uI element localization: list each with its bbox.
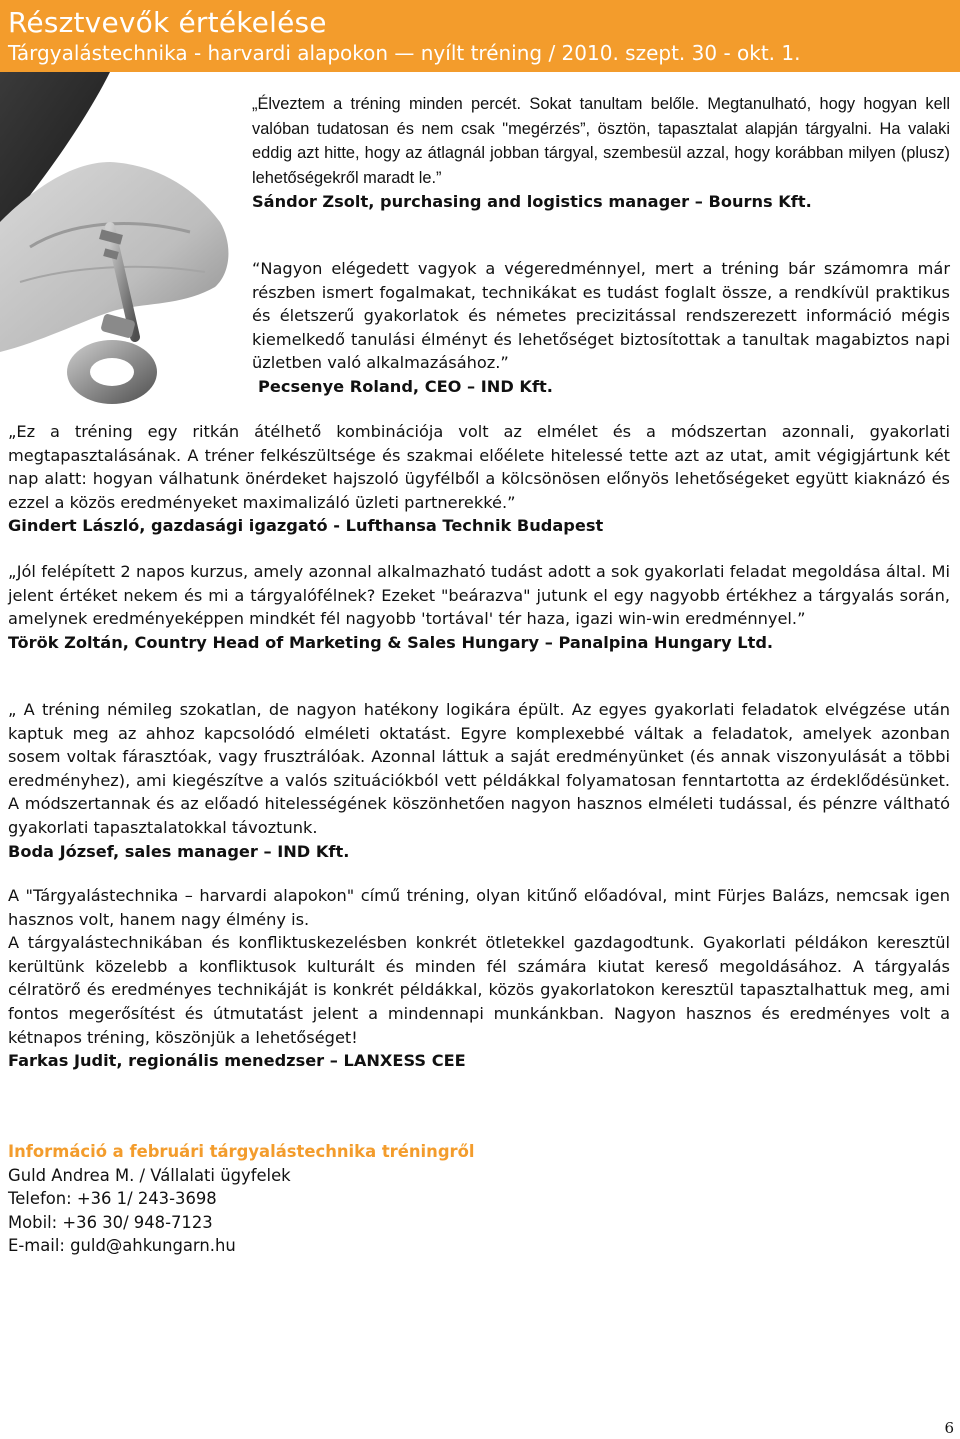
hand-with-key-image [0,72,232,410]
testimonial-3-author: Gindert László, gazdasági igazgató - Lufthansa Technik Budapest [8,516,604,536]
page-subtitle: Tárgyalástechnika - harvardi alapokon — nyílt tréning / 2010. szept. 30 - okt. 1. [8,41,801,65]
hand-with-key-photo [0,72,232,410]
testimonial-1 [252,92,950,214]
testimonial-6-author: Farkas Judit, regionális menedzser – LANXESS CEE [8,1051,466,1071]
contact-email[interactable]: E-mail: guld@ahkungarn.hu [8,1236,236,1256]
testimonial-2-author: Pecsenye Roland, CEO – IND Kft. [258,376,553,396]
contact-person: Guld Andrea M. / Vállalati ügyfelek [8,1165,291,1185]
testimonial-4 [8,560,950,654]
testimonial-5 [8,698,950,863]
testimonial-5-text: „ A tréning némileg szokatlan, de nagyon hatékony logikára épült. Az egyes gyakorlati feladatok elvégzése után kaptuk meg az ahhoz kapcsolódó elméleti oktatást. Egyre komplexebbé váltak a feladatok, amelyek azonban sosem voltak fárasztóak, vagy frusztrálóak. Azonnal láttuk a saját eredményünket (és annak viszonyulását a többi eredményhez), ami kiegészítve a valós szituációkból vett példákkal folyamatosan fenntartotta az érdeklődésünket. A módszertannak és az előadó hitelességének köszönhetően nagyon hasznos elméleti tudással, és pénzre váltható gyakorlati tapasztalatokkal távoztunk. [8,700,950,837]
testimonial-3-text: „Ez a tréning egy ritkán átélhető kombinációja volt az elmélet és a módszertan azonnali, gyakorlati megtapasztalásának. A tréner felkészültsége és szakmai előélete hitelessé tette azt az utat, amit végigjártunk két nap alatt: hogyan válhatunk önérdeket hajszoló ügyfélből a kölcsönösen előnyös lehetőségeket együtt kiaknázó és ezzel a közös eredményeket maximalizáló üzleti partnerekké.” [8,422,950,512]
testimonial-6 [8,884,950,1073]
testimonial-1-author: Sándor Zsolt, purchasing and logistics manager – Bourns Kft. [252,192,812,212]
testimonial-4-text: „Jól felépített 2 napos kurzus, amely azonnal alkalmazható tudást adott a sok gyakorlati feladat megoldása által. Mi jelent értéket nekem és mi a tárgyalófélnek? Ezeket "beárazva" jutunk el egy nagyobb értékhez a tárgyalás során, amelynek eredményeképpen mindkét fél nagyobb 'tortával' tér haza, igazi win-win eredménnyel.” [8,562,950,629]
testimonial-2-text: “Nagyon elégedett vagyok a végeredménnyel, mert a tréning bár számomra már részben ismert fogalmakat, technikákat es tudást foglalt össze, a rendkívül praktikus és életszerű gyakorlatok és németes precizitással rendszerezett információ mégis kiemelkedő tanulási élményt és lehetőséget biztosítottak a tanultak magabiztos napi üzletben való alkalmazásához.” [252,259,950,373]
testimonial-6-text: A "Tárgyalástechnika – harvardi alapokon" című tréning, olyan kitűnő előadóval, mint Fürjes Balázs, nemcsak igen hasznos volt, hanem nagy élmény is. [8,886,950,929]
page-header [0,0,960,72]
contact-mobile: Mobil: +36 30/ 948-7123 [8,1212,213,1232]
testimonial-3 [8,420,950,538]
testimonial-4-author: Török Zoltán, Country Head of Marketing & Sales Hungary – Panalpina Hungary Ltd. [8,632,774,652]
testimonial-5-author: Boda József, sales manager – IND Kft. [8,841,350,861]
page-title: Résztvevők értékelése [8,6,327,39]
contact-info [8,1140,475,1258]
contact-info-title: Információ a februári tárgyalástechnika tréningről [8,1142,475,1161]
page-number: 6 [944,1419,954,1437]
testimonial-1-text: „Élveztem a tréning minden percét. Sokat tanultam belőle. Megtanulható, hogy hogyan kell valóban tudatosan és nem csak "megérzés”, ösztön, tapasztalat alapján tárgyalni. Ha valaki eddig azt hitte, hogy az átlagnál jobban tárgyal, szembesül azzal, hogy korábban milyen (plusz) lehetőségekről maradt le.” [252,95,950,187]
contact-phone: Telefon: +36 1/ 243-3698 [8,1189,217,1209]
testimonial-2 [252,257,950,399]
testimonial-6-text-2: A tárgyalástechnikában és konfliktuskezelésben konkrét ötletekkel gazdagodtunk. Gyakorlati példákon keresztül kerültünk közelebb a konfliktusok kulturált és minden fél számára kiutat kereső megoldásához. A tárgyalás célratörő és eredményes technikáját is konkrét példákkal, közös gyakorlatokon keresztül tapasztalhattuk meg, ami fontos megerősítést és útmutatást jelent a mindennapi munkánkban. Nagyon hasznos és eredményes volt a kétnapos tréning, köszönjük a lehetőséget! [8,933,950,1047]
